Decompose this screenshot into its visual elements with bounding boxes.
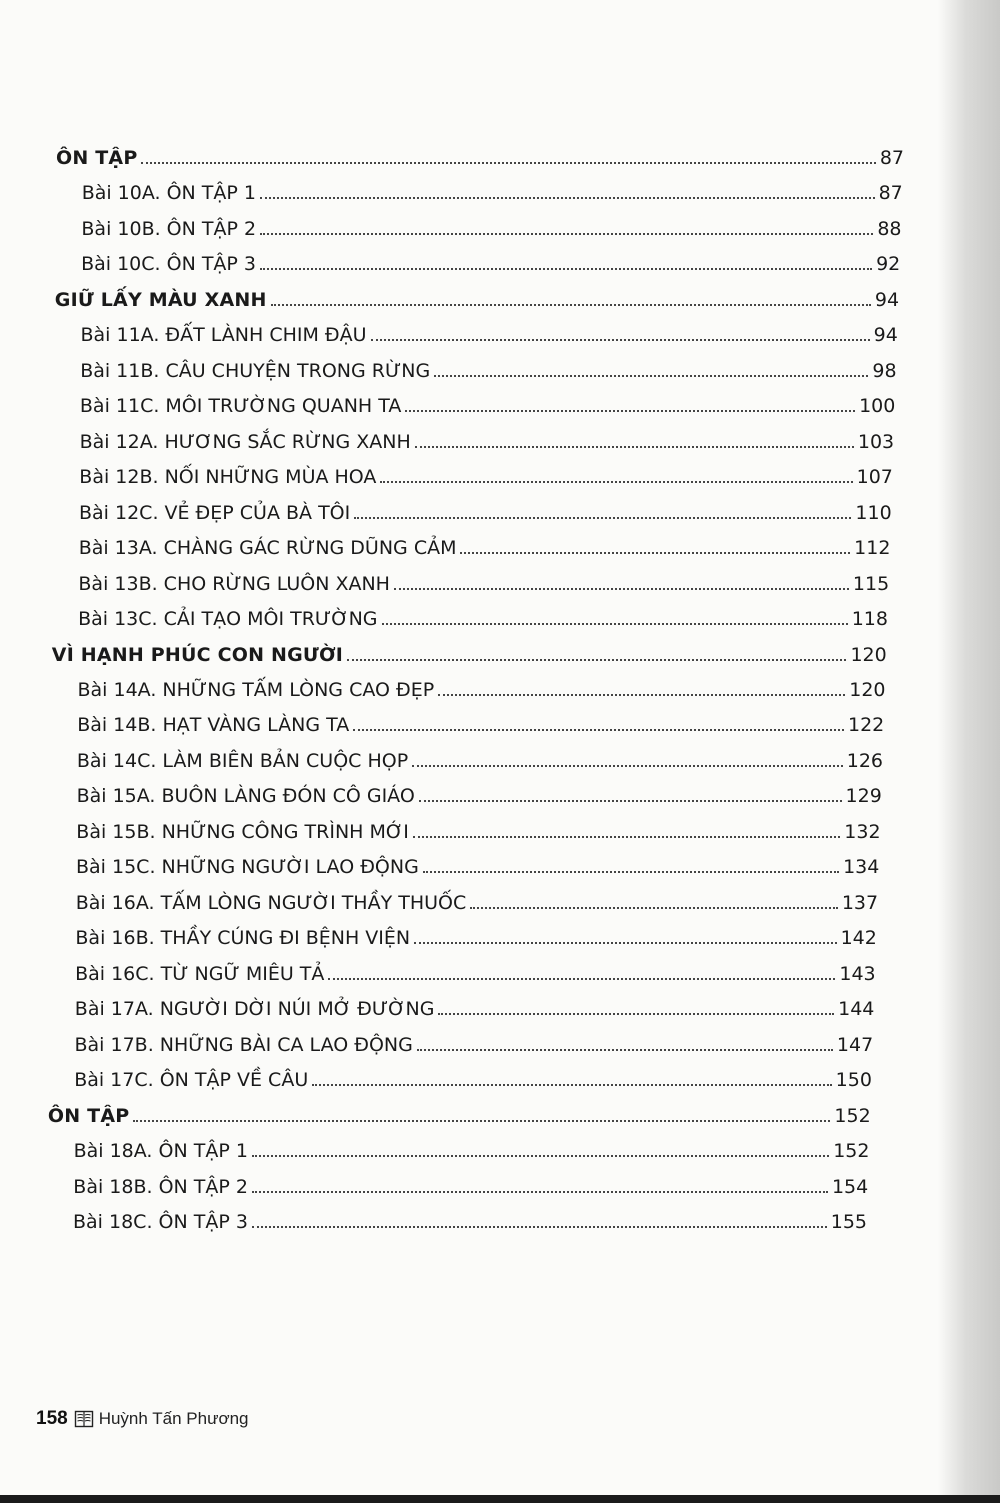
toc-entry-title: Bài 12B. NỐI NHỮNG MÙA HOA <box>79 466 377 489</box>
toc-entry-page: 152 <box>833 1140 870 1163</box>
toc-entry-title: Bài 13A. CHÀNG GÁC RỪNG DŨNG CẢM <box>78 537 457 560</box>
toc-entry-page: 143 <box>839 962 876 985</box>
dot-leader <box>460 552 850 554</box>
dot-leader <box>252 1155 829 1157</box>
toc-lesson <box>74 1065 872 1095</box>
toc-lesson <box>79 498 892 528</box>
toc-entry-title: Bài 17A. NGƯỜI DỜI NÚI MỞ ĐƯỜNG <box>74 998 435 1021</box>
toc-lesson <box>75 994 875 1024</box>
toc-lesson <box>77 781 882 811</box>
toc-entry-title: Bài 15A. BUÔN LÀNG ĐÓN CÔ GIÁO <box>76 785 415 808</box>
author-name: Huỳnh Tấn Phương <box>98 1409 249 1428</box>
toc-section <box>55 285 899 315</box>
book-icon <box>74 1409 94 1429</box>
toc-entry-title: ÔN TẬP <box>47 1104 130 1127</box>
toc-entry-title: Bài 11C. MÔI TRƯỜNG QUANH TA <box>79 395 402 418</box>
toc-lesson <box>76 888 878 918</box>
toc-entry-title: Bài 18B. ÔN TẬP 2 <box>73 1175 248 1198</box>
dot-leader <box>252 1191 828 1193</box>
dot-leader <box>380 481 852 483</box>
toc-entry-title: Bài 14A. NHỮNG TẤM LÒNG CAO ĐẸP <box>77 679 435 701</box>
dot-leader <box>371 339 870 341</box>
toc-entry-page: 112 <box>854 537 891 560</box>
dot-leader <box>353 729 844 731</box>
dot-leader <box>413 836 840 838</box>
toc-entry-page: 98 <box>872 359 897 382</box>
toc-entry-page: 122 <box>847 714 885 737</box>
dot-leader <box>415 446 854 448</box>
toc-lesson <box>81 249 900 279</box>
toc-entry-page: 88 <box>877 217 902 240</box>
toc-entry-page: 147 <box>836 1033 874 1056</box>
toc-entry-title: Bài 16A. TẤM LÒNG NGƯỜI THẦY THUỐC <box>75 891 467 914</box>
toc-entry-page: 150 <box>835 1069 872 1092</box>
toc-entry-title: Bài 12C. VẺ ĐẸP CỦA BÀ TÔI <box>79 501 351 524</box>
toc-entry-page: 152 <box>834 1104 871 1127</box>
toc-lesson <box>75 1030 874 1060</box>
toc-entry-title: Bài 17C. ÔN TẬP VỀ CÂU <box>74 1069 309 1092</box>
dot-leader <box>394 588 849 590</box>
dot-leader <box>328 978 835 980</box>
toc-entry-title: Bài 15C. NHỮNG NGƯỜI LAO ĐỘNG <box>76 856 419 879</box>
toc-entry-page: 120 <box>849 679 886 701</box>
toc-entry-page: 100 <box>859 395 896 418</box>
toc-entry-title: Bài 13C. CẢI TẠO MÔI TRƯỜNG <box>78 608 378 631</box>
toc-entry-page: 129 <box>845 785 882 808</box>
toc-entry-title: Bài 18C. ÔN TẬP 3 <box>73 1211 248 1233</box>
toc-entry-page: 134 <box>843 856 880 879</box>
toc-lesson <box>80 427 895 457</box>
toc-entry-page: 120 <box>850 643 887 666</box>
toc-entry-title: Bài 14B. HẠT VÀNG LÀNG TA <box>77 714 350 737</box>
toc-entry-page: 154 <box>831 1175 869 1198</box>
toc-lesson <box>81 320 898 350</box>
toc-lesson <box>76 852 879 882</box>
toc-entry-title: Bài 17B. NHỮNG BÀI CA LAO ĐỘNG <box>74 1033 413 1056</box>
dot-leader <box>412 765 843 767</box>
toc-lesson <box>78 604 888 634</box>
toc-entry-title: Bài 15B. NHỮNG CÔNG TRÌNH MỚI <box>76 820 409 843</box>
toc-section <box>48 1101 871 1131</box>
toc-lesson <box>82 178 903 208</box>
toc-entry-page: 142 <box>840 927 877 950</box>
dot-leader <box>354 517 851 519</box>
toc-lesson <box>75 959 876 989</box>
dot-leader <box>271 304 871 306</box>
dot-leader <box>382 623 848 625</box>
dot-leader <box>414 942 836 944</box>
toc-lesson <box>77 746 883 776</box>
toc-entry-title: Bài 10B. ÔN TẬP 2 <box>81 217 257 240</box>
toc-lesson <box>76 817 880 847</box>
toc-entry-page: 155 <box>830 1211 867 1233</box>
toc-entry-page: 132 <box>844 820 881 843</box>
toc-entry-title: Bài 18A. ÔN TẬP 1 <box>73 1140 248 1163</box>
toc-entry-title: GIỮ LẤY MÀU XANH <box>54 288 267 311</box>
toc-lesson <box>73 1172 868 1202</box>
dot-leader <box>405 410 855 412</box>
toc-entry-title: VÌ HẠNH PHÚC CON NGƯỜI <box>51 643 344 666</box>
toc-entry-page: 137 <box>841 891 879 914</box>
toc-entry-page: 94 <box>874 288 900 311</box>
toc-entry-title: Bài 16C. TỪ NGỮ MIÊU TẢ <box>75 962 325 985</box>
toc-entry-page: 103 <box>857 430 895 453</box>
toc-lesson <box>79 533 891 563</box>
toc-section <box>52 640 887 670</box>
dot-leader <box>312 1084 831 1086</box>
toc-lesson <box>78 675 886 705</box>
toc-lesson <box>81 214 901 244</box>
page-number: 158 <box>36 1408 68 1429</box>
toc-entry-page: 87 <box>878 182 903 205</box>
toc-entry-title: Bài 12A. HƯƠNG SẮC RỪNG XANH <box>79 430 411 453</box>
toc-entry-title: ÔN TẬP <box>56 147 138 169</box>
toc-entry-page: 110 <box>855 501 892 524</box>
toc-lesson <box>80 391 895 421</box>
dot-leader <box>470 907 838 909</box>
toc-entry-page: 115 <box>852 572 890 595</box>
toc-section <box>56 143 904 173</box>
toc-entry-title: Bài 16B. THẦY CÚNG ĐI BỆNH VIỆN <box>75 927 411 950</box>
dot-leader <box>260 268 872 270</box>
dot-leader <box>438 694 845 696</box>
toc-lesson <box>77 710 884 740</box>
toc-entry-page: 94 <box>873 324 898 347</box>
toc-entry-page: 92 <box>876 253 901 276</box>
toc-lesson <box>79 462 893 492</box>
dot-leader <box>260 233 873 235</box>
toc-entry-title: Bài 14C. LÀM BIÊN BẢN CUỘC HỌP <box>76 749 409 772</box>
dot-leader <box>347 659 846 661</box>
toc-lesson <box>73 1207 867 1237</box>
dot-leader <box>434 375 868 377</box>
dot-leader <box>417 1049 833 1051</box>
toc-entry-title: Bài 11A. ĐẤT LÀNH CHIM ĐẬU <box>80 324 367 347</box>
dot-leader <box>133 1120 830 1122</box>
toc-entry-page: 87 <box>879 147 904 169</box>
toc-lesson <box>74 1136 870 1166</box>
toc-lesson <box>80 356 896 386</box>
toc-entry-page: 107 <box>856 466 893 489</box>
toc-entry-title: Bài 10C. ÔN TẬP 3 <box>81 253 257 276</box>
dot-leader <box>423 871 839 873</box>
toc-entry-page: 118 <box>851 608 888 631</box>
page-footer <box>36 1404 249 1434</box>
dot-leader <box>141 162 875 164</box>
bottom-edge <box>0 1495 1000 1503</box>
toc-entry-title: Bài 13B. CHO RỪNG LUÔN XANH <box>78 572 390 595</box>
dot-leader <box>438 1013 834 1015</box>
toc-entry-title: Bài 11B. CÂU CHUYỆN TRONG RỪNG <box>80 359 431 382</box>
dot-leader <box>419 800 842 802</box>
toc-entry-title: Bài 10A. ÔN TẬP 1 <box>81 182 256 205</box>
dot-leader <box>252 1226 827 1228</box>
toc-lesson <box>75 923 876 953</box>
toc-entry-page: 144 <box>838 998 875 1021</box>
dot-leader <box>260 197 875 199</box>
toc-lesson <box>78 569 889 599</box>
toc-entry-page: 126 <box>846 749 884 772</box>
